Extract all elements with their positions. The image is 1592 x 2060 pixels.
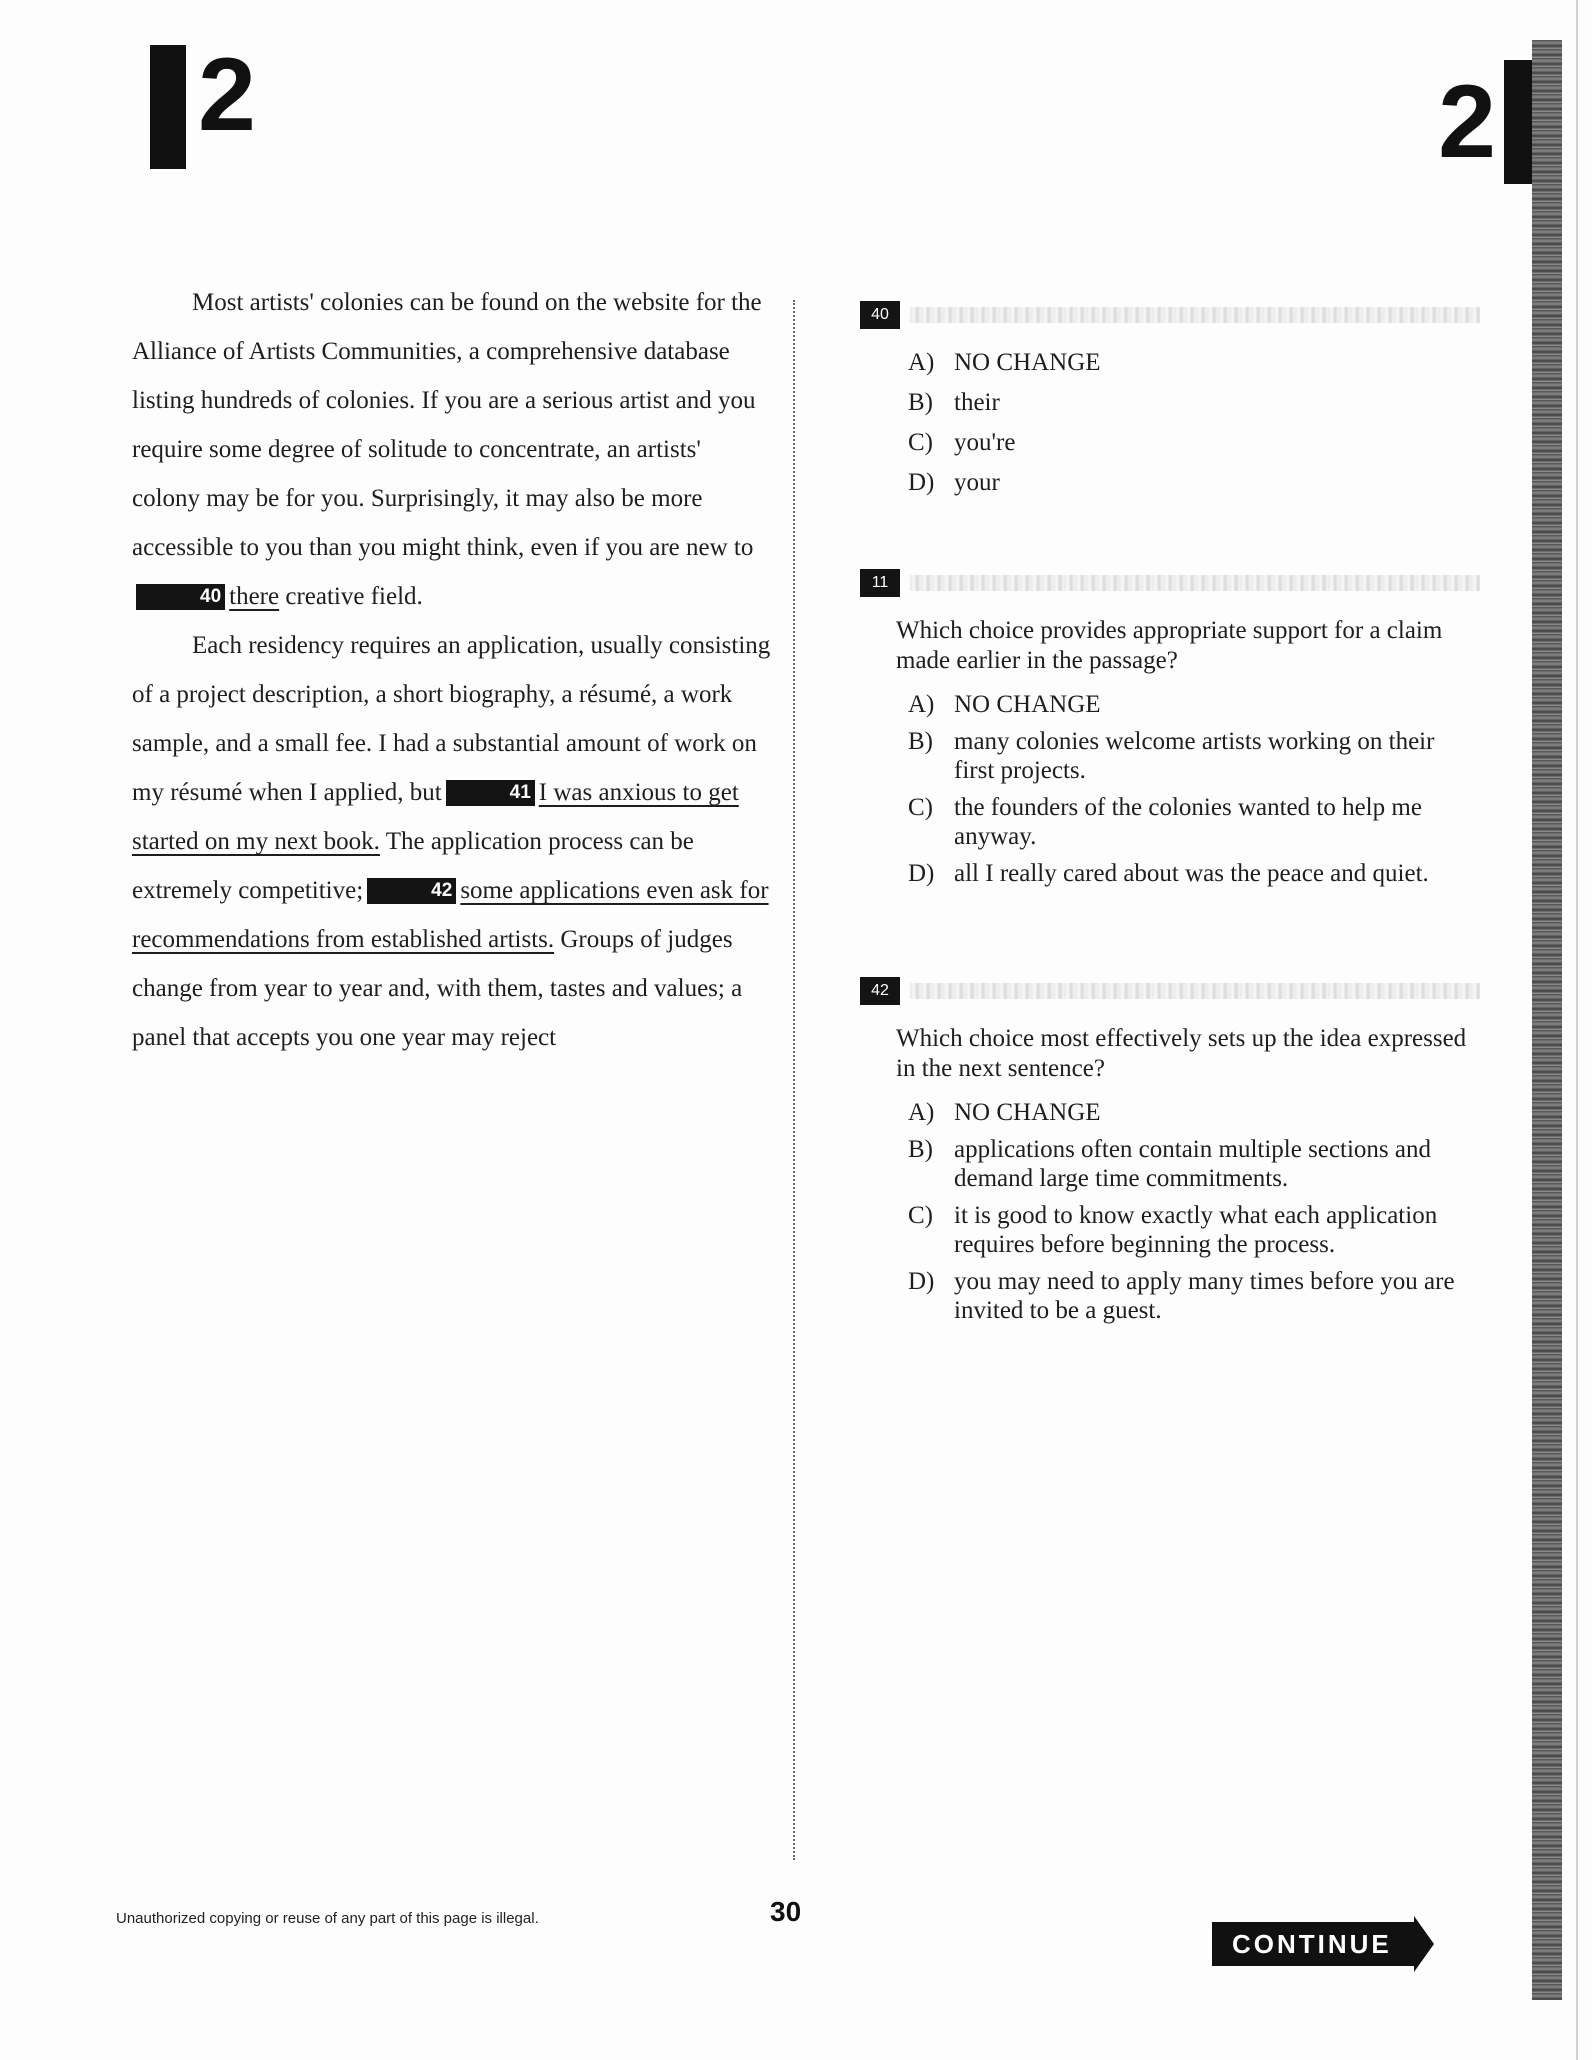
passage-paragraph-1 (132, 278, 772, 621)
option-text: NO CHANGE (954, 1099, 1101, 1126)
option-letter: C) (908, 794, 933, 821)
column-divider (793, 300, 795, 1860)
question-number-box: 42 (860, 977, 900, 1005)
option-letter: D) (908, 860, 935, 887)
passage-text-span: Each residency requires an application, usually consisting of a project description, a short biography, a résumé, a work sample, and a small fee. I had a substantial amount of work on my résumé when I applied, but (132, 632, 771, 806)
answer-options (860, 690, 1480, 888)
option-text: many colonies welcome artists working on their first projects. (954, 728, 1435, 784)
question-header (860, 568, 1480, 598)
question-stem: Which choice provides appropriate support for a claim made earlier in the passage? (896, 617, 1443, 674)
passage-text (132, 278, 772, 1062)
option-letter: A) (908, 691, 935, 718)
question-42 (860, 976, 1480, 1333)
answer-options (860, 1098, 1480, 1325)
continue-label: CONTINUE (1212, 1922, 1414, 1966)
answer-option[interactable] (860, 793, 1480, 851)
answer-option[interactable] (860, 348, 1480, 378)
underlined-text-41: I was anxious to get started on my next book. (132, 779, 739, 855)
scan-noise (910, 983, 1480, 999)
scan-edge-strip (1532, 40, 1562, 2000)
option-text: applications often contain multiple sections and demand large time commitments. (954, 1136, 1431, 1192)
passage-text-span: Most artists' colonies can be found on the website for the Alliance of Artists Communities, a comprehensive database listing hundreds of colonies. If you are a serious artist and you require some degree of solitude to concentrate, an artists' colony may be for you. Surprisingly, it may also be more accessible to you than you might think, even if you are new to (132, 289, 762, 561)
arrow-right-icon (1414, 1916, 1434, 1972)
section-bar-right (1504, 60, 1532, 184)
page-number: 30 (770, 1896, 802, 1927)
question-40 (860, 300, 1480, 508)
answer-option[interactable] (860, 1098, 1480, 1127)
option-letter: D) (908, 469, 935, 496)
option-letter: B) (908, 1136, 933, 1163)
question-header (860, 976, 1480, 1006)
option-letter: C) (908, 1202, 933, 1229)
question-marker-41: 41 (446, 780, 535, 806)
option-letter: D) (908, 1268, 935, 1295)
option-letter: C) (908, 429, 933, 456)
question-number-box: 40 (860, 301, 900, 329)
section-header-right (1438, 60, 1532, 184)
option-text: your (954, 469, 1000, 496)
section-number-left: 2 (198, 37, 256, 153)
answer-option[interactable] (860, 1267, 1480, 1325)
answer-option[interactable] (860, 468, 1480, 498)
option-letter: A) (908, 349, 935, 376)
section-bar-left (150, 45, 186, 169)
option-text: all I really cared about was the peace and quiet. (954, 860, 1429, 887)
section-header-left (150, 37, 256, 169)
passage-text-span: Groups of judges change from year to year and, with them, tastes and values; a panel that accepts you one year may reject (132, 926, 743, 1051)
section-number-right: 2 (1438, 64, 1496, 180)
option-text: the founders of the colonies wanted to help me anyway. (954, 794, 1422, 850)
question-marker-40: 40 (136, 584, 225, 610)
option-text: you're (954, 429, 1016, 456)
answer-option[interactable] (860, 859, 1480, 888)
option-letter: B) (908, 728, 933, 755)
answer-option[interactable] (860, 1201, 1480, 1259)
option-letter: B) (908, 389, 933, 416)
option-text: NO CHANGE (954, 349, 1101, 376)
option-text: NO CHANGE (954, 691, 1101, 718)
scan-noise (910, 575, 1480, 591)
question-number-box: 11 (860, 569, 900, 597)
answer-options (860, 348, 1480, 498)
answer-option[interactable] (860, 428, 1480, 458)
question-stem: Which choice most effectively sets up the idea expressed in the next sentence? (896, 1025, 1467, 1082)
scan-edge-line (1576, 0, 1578, 2060)
question-marker-42: 42 (367, 878, 456, 904)
answer-option[interactable] (860, 1135, 1480, 1193)
answer-option[interactable] (860, 388, 1480, 418)
question-header (860, 300, 1480, 330)
passage-text-span: The application process can be extremely competitive; (132, 828, 694, 904)
option-text: it is good to know exactly what each application requires before beginning the process. (954, 1202, 1438, 1258)
copyright-notice: Unauthorized copying or reuse of any part of this page is illegal. (116, 1910, 539, 1927)
option-letter: A) (908, 1099, 935, 1126)
option-text: you may need to apply many times before you are invited to be a guest. (954, 1268, 1455, 1324)
option-text: their (954, 389, 1000, 416)
question-11 (860, 568, 1480, 896)
answer-option[interactable] (860, 690, 1480, 719)
passage-paragraph-2 (132, 621, 772, 1062)
underlined-text-42: some applications even ask for recommendations from established artists. (132, 877, 769, 953)
continue-button[interactable] (1212, 1922, 1434, 1966)
underlined-text-40: there (229, 583, 280, 610)
answer-option[interactable] (860, 727, 1480, 785)
passage-text-span: creative field. (285, 583, 423, 610)
scan-noise (910, 307, 1480, 323)
